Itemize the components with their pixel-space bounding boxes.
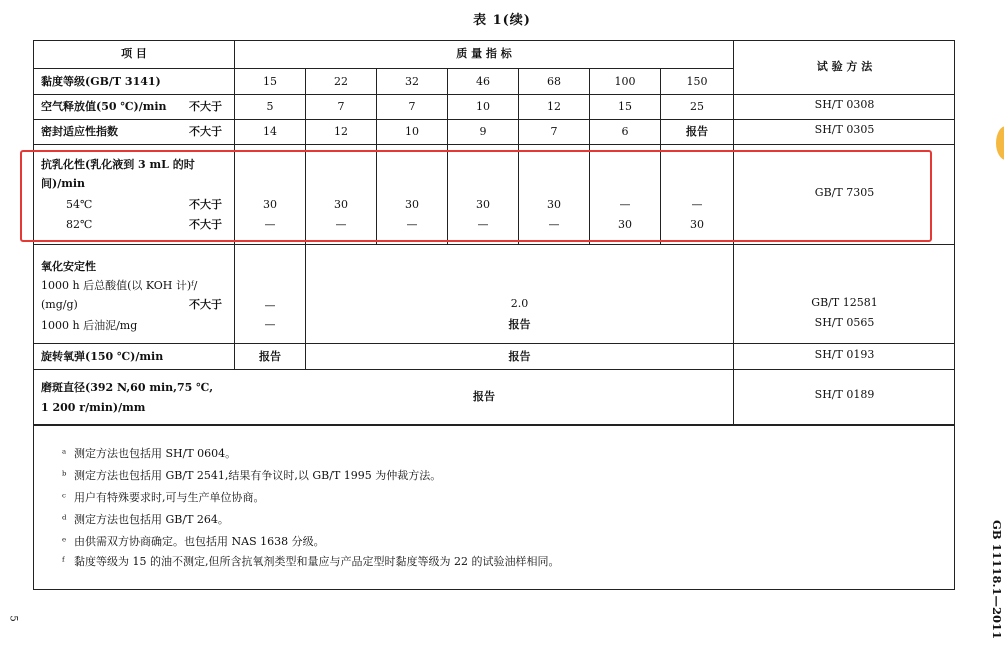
grade-cell: 100: [614, 75, 636, 88]
wear-label-line2: 1 200 r/min)/mm: [41, 401, 146, 414]
demuls-82-cell: —: [264, 218, 276, 231]
seal-limit: 不大于: [189, 125, 222, 138]
demuls-82-cell: 30: [690, 218, 704, 231]
seal-method: SH/T 0305: [814, 123, 875, 136]
demuls-label-line2: 间)/min: [41, 177, 86, 190]
footnote-text: 测定方法也包括用 SH/T 0604。: [74, 447, 237, 460]
footnote-text: 由供需双方协商确定。也包括用 NAS 1638 分级。: [74, 535, 325, 548]
demuls-54-cell: 30: [263, 198, 277, 211]
rule-under-seal: [33, 144, 955, 145]
rule-under-rbot: [33, 369, 955, 370]
wear-label-line1: 磨斑直径(392 N,60 min,75 ℃,: [41, 381, 214, 394]
air-release-cell: 5: [266, 100, 274, 113]
seal-cell: 7: [550, 125, 558, 138]
rbot-rest: 报告: [508, 350, 531, 363]
footnote-mark: ᵈ: [62, 513, 67, 526]
demuls-limit-54: 不大于: [189, 198, 222, 211]
demuls-82-cell: —: [335, 218, 347, 231]
oxidation-sludge-method: SH/T 0565: [814, 316, 875, 329]
wear-value: 报告: [473, 390, 495, 403]
air-release-cell: 7: [408, 100, 416, 113]
header-method: 试 验 方 法: [816, 60, 873, 73]
grade-cell: 32: [405, 75, 419, 88]
air-release-cell: 15: [618, 100, 632, 113]
demuls-54-cell: —: [691, 198, 703, 211]
seal-cell: 12: [334, 125, 348, 138]
rule-under-demuls: [33, 244, 955, 245]
rbot-first: 报告: [259, 350, 281, 363]
rule-under-air: [33, 119, 955, 120]
oxidation-label: 氧化安定性: [41, 260, 96, 273]
seal-cell: 14: [263, 125, 277, 138]
footnote-text: 测定方法也包括用 GB/T 2541,结果有争议时,以 GB/T 1995 为仲裁方法。: [74, 469, 442, 482]
orange-edge-marker: [996, 126, 1004, 160]
rule-under-grade: [33, 94, 955, 95]
air-release-cell: 12: [547, 100, 561, 113]
oxidation-acid-rest: 2.0: [510, 297, 529, 310]
footnote-text: 黏度等级为 15 的油不测定,但所含抗氧剂类型和量应与产品定型时黏度等级为 22 的试验油样相同。: [74, 555, 560, 568]
oxidation-sludge-label: 1000 h 后油泥/mg: [41, 319, 138, 332]
air-release-cell: 7: [337, 100, 345, 113]
footnote-text: 用户有特殊要求时,可与生产单位协商。: [74, 491, 265, 504]
grade-label: 黏度等级(GB/T 3141): [41, 75, 161, 88]
demuls-82-cell: —: [406, 218, 418, 231]
footnote-text: 测定方法也包括用 GB/T 264。: [74, 513, 229, 526]
rbot-method: SH/T 0193: [814, 348, 875, 361]
grade-cell: 22: [334, 75, 348, 88]
oxidation-acid-first: —: [264, 299, 276, 312]
demuls-method: GB/T 7305: [814, 186, 875, 199]
air-release-label: 空气释放值(50 ℃)/min: [41, 100, 167, 113]
seal-cell: 10: [405, 125, 419, 138]
seal-cell: 9: [479, 125, 487, 138]
demuls-54-cell: 30: [476, 198, 490, 211]
seal-cell: 报告: [686, 125, 708, 138]
grade-cell: 68: [547, 75, 561, 88]
standard-number-side-label: GB 11118.1—2011: [990, 520, 1004, 640]
header-item: 项 目: [121, 47, 147, 60]
footnote-mark: ᶜ: [62, 491, 66, 504]
grade-cell: 46: [476, 75, 490, 88]
demuls-82-cell: 30: [618, 218, 632, 231]
air-release-cell: 10: [476, 100, 490, 113]
seal-label: 密封适应性指数: [41, 125, 118, 138]
wear-method: SH/T 0189: [814, 388, 875, 401]
page-number: 5: [7, 615, 19, 622]
demuls-temp-54: 54℃: [66, 198, 93, 211]
demuls-temp-82: 82℃: [66, 218, 93, 231]
footnote-mark: ᵃ: [62, 447, 67, 460]
demuls-limit-82: 不大于: [189, 218, 222, 231]
table-caption: 表 1(续): [473, 13, 531, 28]
rbot-label: 旋转氧弹(150 ℃)/min: [41, 350, 164, 363]
demuls-54-cell: 30: [405, 198, 419, 211]
demuls-54-cell: —: [619, 198, 631, 211]
highlight-box: [20, 150, 932, 242]
oxidation-acid-limit: 不大于: [189, 298, 222, 311]
oxidation-sludge-first: —: [264, 318, 276, 331]
demuls-82-cell: —: [548, 218, 560, 231]
demuls-54-cell: 30: [334, 198, 348, 211]
oxidation-acid-method: GB/T 12581: [811, 296, 878, 309]
oxidation-acid-line1: 1000 h 后总酸值(以 KOH 计)ᶠ/: [41, 279, 198, 292]
demuls-82-cell: —: [477, 218, 489, 231]
rule-under-quality: [33, 68, 733, 69]
grade-cell: 15: [263, 75, 277, 88]
rule-under-wear: [33, 424, 955, 426]
footnote-mark: ᶠ: [62, 555, 65, 568]
grade-cell: 150: [686, 75, 708, 88]
seal-cell: 6: [621, 125, 629, 138]
demuls-54-cell: 30: [547, 198, 561, 211]
footnote-mark: ᵇ: [62, 469, 67, 482]
air-release-method: SH/T 0308: [814, 98, 875, 111]
footnote-mark: ᵉ: [62, 535, 67, 548]
demuls-label-line1: 抗乳化性(乳化液到 3 mL 的时: [41, 158, 195, 171]
oxidation-sludge-rest: 报告: [508, 318, 531, 331]
header-quality: 质 量 指 标: [456, 47, 512, 60]
air-release-cell: 25: [690, 100, 704, 113]
air-release-limit: 不大于: [189, 100, 222, 113]
oxidation-acid-line2: (mg/g): [41, 298, 78, 311]
rule-under-oxidation: [33, 343, 955, 344]
